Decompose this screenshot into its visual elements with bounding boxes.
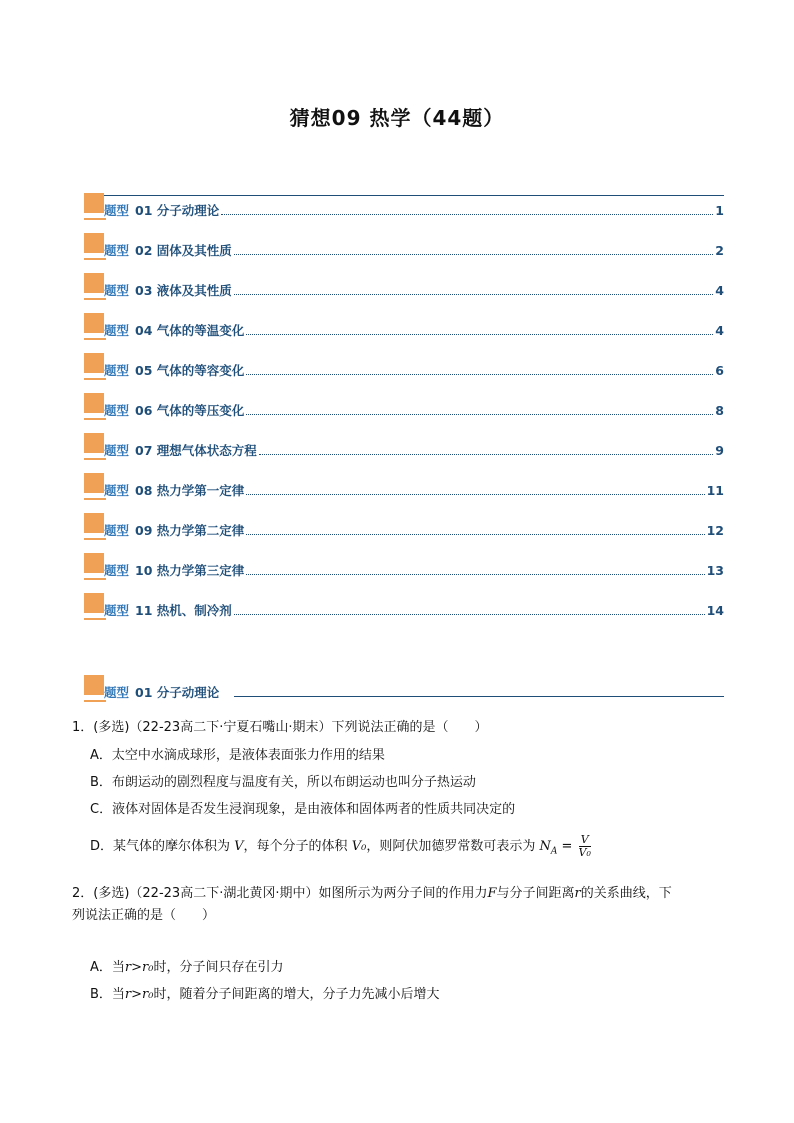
question-1-stem: 1．(多选)（22-23高二下·宁夏石嘴山·期末）下列说法正确的是（ ） (72, 720, 488, 735)
toc-page: 4 (715, 323, 724, 338)
toc-page: 4 (715, 283, 724, 298)
option-b-text: 时，随着分子间距离的增大，分子力先减小后增大 (153, 987, 440, 1002)
toc-entry[interactable] (84, 353, 724, 393)
toc-label: 01 分子动理论 (135, 203, 220, 218)
section-marker-icon (84, 313, 104, 333)
toc-label: 05 气体的等容变化 (135, 363, 245, 378)
section-marker-icon (84, 473, 104, 493)
toc-entry[interactable] (84, 593, 724, 633)
section-prefix: 题型 (104, 685, 130, 700)
stem-text: 的关系曲线，下 (580, 886, 672, 901)
toc-prefix: 题型 (104, 283, 130, 298)
fraction-numerator: V (580, 833, 589, 846)
fraction-denominator: V₀ (578, 846, 591, 859)
toc-page: 1 (715, 203, 724, 218)
option-d-text: ，每个分子的体积 (243, 839, 348, 854)
toc-label: 07 理想气体状态方程 (135, 443, 257, 458)
marker-underline (84, 218, 106, 220)
toc-label: 08 热力学第一定律 (135, 483, 245, 498)
toc-entry[interactable] (84, 513, 724, 553)
marker-underline (84, 700, 106, 702)
section-marker-icon (84, 513, 104, 533)
toc-page: 9 (715, 443, 724, 458)
section-marker-icon (84, 273, 104, 293)
toc-page: 6 (715, 363, 724, 378)
toc-page: 11 (706, 483, 724, 498)
toc-prefix: 题型 (104, 523, 130, 538)
section-heading (84, 673, 724, 703)
question-1-option-b[interactable]: B．布朗运动的剧烈程度与温度有关，所以布朗运动也叫分子热运动 (90, 775, 476, 790)
stem-text: 与分子间距离 (496, 886, 575, 901)
toc-label: 03 液体及其性质 (135, 283, 232, 298)
document-title: 猜想09 热学（44题） (289, 106, 505, 130)
section-marker-icon (84, 593, 104, 613)
condition-formula: r>r₀ (124, 960, 154, 975)
toc-prefix: 题型 (104, 443, 130, 458)
toc-entry[interactable] (84, 393, 724, 433)
toc-prefix: 题型 (104, 363, 130, 378)
marker-underline (84, 458, 106, 460)
toc-prefix: 题型 (104, 563, 130, 578)
toc-prefix: 题型 (104, 603, 130, 618)
symbol-v: V (234, 839, 244, 854)
toc-label: 10 热力学第三定律 (135, 563, 245, 578)
section-marker-icon (84, 393, 104, 413)
toc-prefix: 题型 (104, 483, 130, 498)
section-marker-icon (84, 353, 104, 373)
symbol-f: F (487, 886, 497, 901)
toc-page: 12 (706, 523, 724, 538)
question-1-option-a[interactable]: A．太空中水滴成球形，是液体表面张力作用的结果 (90, 748, 385, 763)
symbol-r: r (574, 886, 581, 901)
toc-entry[interactable] (84, 313, 724, 353)
section-marker-icon (84, 433, 104, 453)
question-2-stem-cont: 列说法正确的是（ ） (72, 908, 216, 923)
equals-sign: = (557, 839, 577, 854)
question-2-option-b[interactable] (90, 984, 730, 1006)
toc-label: 04 气体的等温变化 (135, 323, 245, 338)
toc-rule (104, 195, 724, 196)
section-marker-icon (84, 233, 104, 253)
toc-page: 8 (715, 403, 724, 418)
section-marker-icon (84, 553, 104, 573)
toc-label: 02 固体及其性质 (135, 243, 232, 258)
toc-label: 11 热机、制冷剂 (135, 603, 232, 618)
toc-entry[interactable] (84, 193, 724, 233)
section-marker-icon (84, 193, 104, 213)
toc-page: 2 (715, 243, 724, 258)
symbol-v0: V₀ (351, 839, 367, 854)
marker-underline (84, 578, 106, 580)
question-1-option-d[interactable] (90, 834, 730, 863)
marker-underline (84, 618, 106, 620)
option-a-text: A．当 (90, 960, 125, 975)
question-1-option-c[interactable]: C．液体对固体是否发生浸润现象，是由液体和固体两者的性质共同决定的 (90, 802, 516, 817)
marker-underline (84, 418, 106, 420)
toc-entry[interactable] (84, 553, 724, 593)
marker-underline (84, 498, 106, 500)
section-rule (234, 696, 724, 697)
option-b-text: B．当 (90, 987, 125, 1002)
marker-underline (84, 338, 106, 340)
marker-underline (84, 378, 106, 380)
toc-prefix: 题型 (104, 203, 130, 218)
symbol-na-subscript: A (550, 846, 558, 857)
question-2-option-a[interactable] (90, 957, 730, 979)
question-2-stem (72, 883, 727, 905)
option-d-text: ，则阿伏加德罗常数可表示为 (366, 839, 536, 854)
symbol-na: N (539, 839, 551, 854)
toc-entry[interactable] (84, 473, 724, 513)
marker-underline (84, 258, 106, 260)
toc-prefix: 题型 (104, 243, 130, 258)
marker-underline (84, 538, 106, 540)
toc-prefix: 题型 (104, 323, 130, 338)
toc-label: 09 热力学第二定律 (135, 523, 245, 538)
marker-underline (84, 298, 106, 300)
section-label: 01 分子动理论 (135, 685, 220, 700)
condition-formula: r>r₀ (124, 987, 154, 1002)
toc-entry[interactable] (84, 233, 724, 273)
toc-page: 14 (706, 603, 724, 618)
toc-page: 13 (706, 563, 724, 578)
option-d-text: D．某气体的摩尔体积为 (90, 839, 231, 854)
toc-label: 06 气体的等压变化 (135, 403, 245, 418)
toc-entry[interactable] (84, 273, 724, 313)
fraction-formula (579, 834, 591, 859)
toc-prefix: 题型 (104, 403, 130, 418)
toc-entry[interactable] (84, 433, 724, 473)
section-marker-icon (84, 675, 104, 695)
option-a-text: 时，分子间只存在引力 (153, 960, 284, 975)
table-of-contents (84, 193, 724, 633)
stem-text: 2．(多选)（22-23高二下·湖北黄冈·期中）如图所示为两分子间的作用力 (72, 886, 488, 901)
